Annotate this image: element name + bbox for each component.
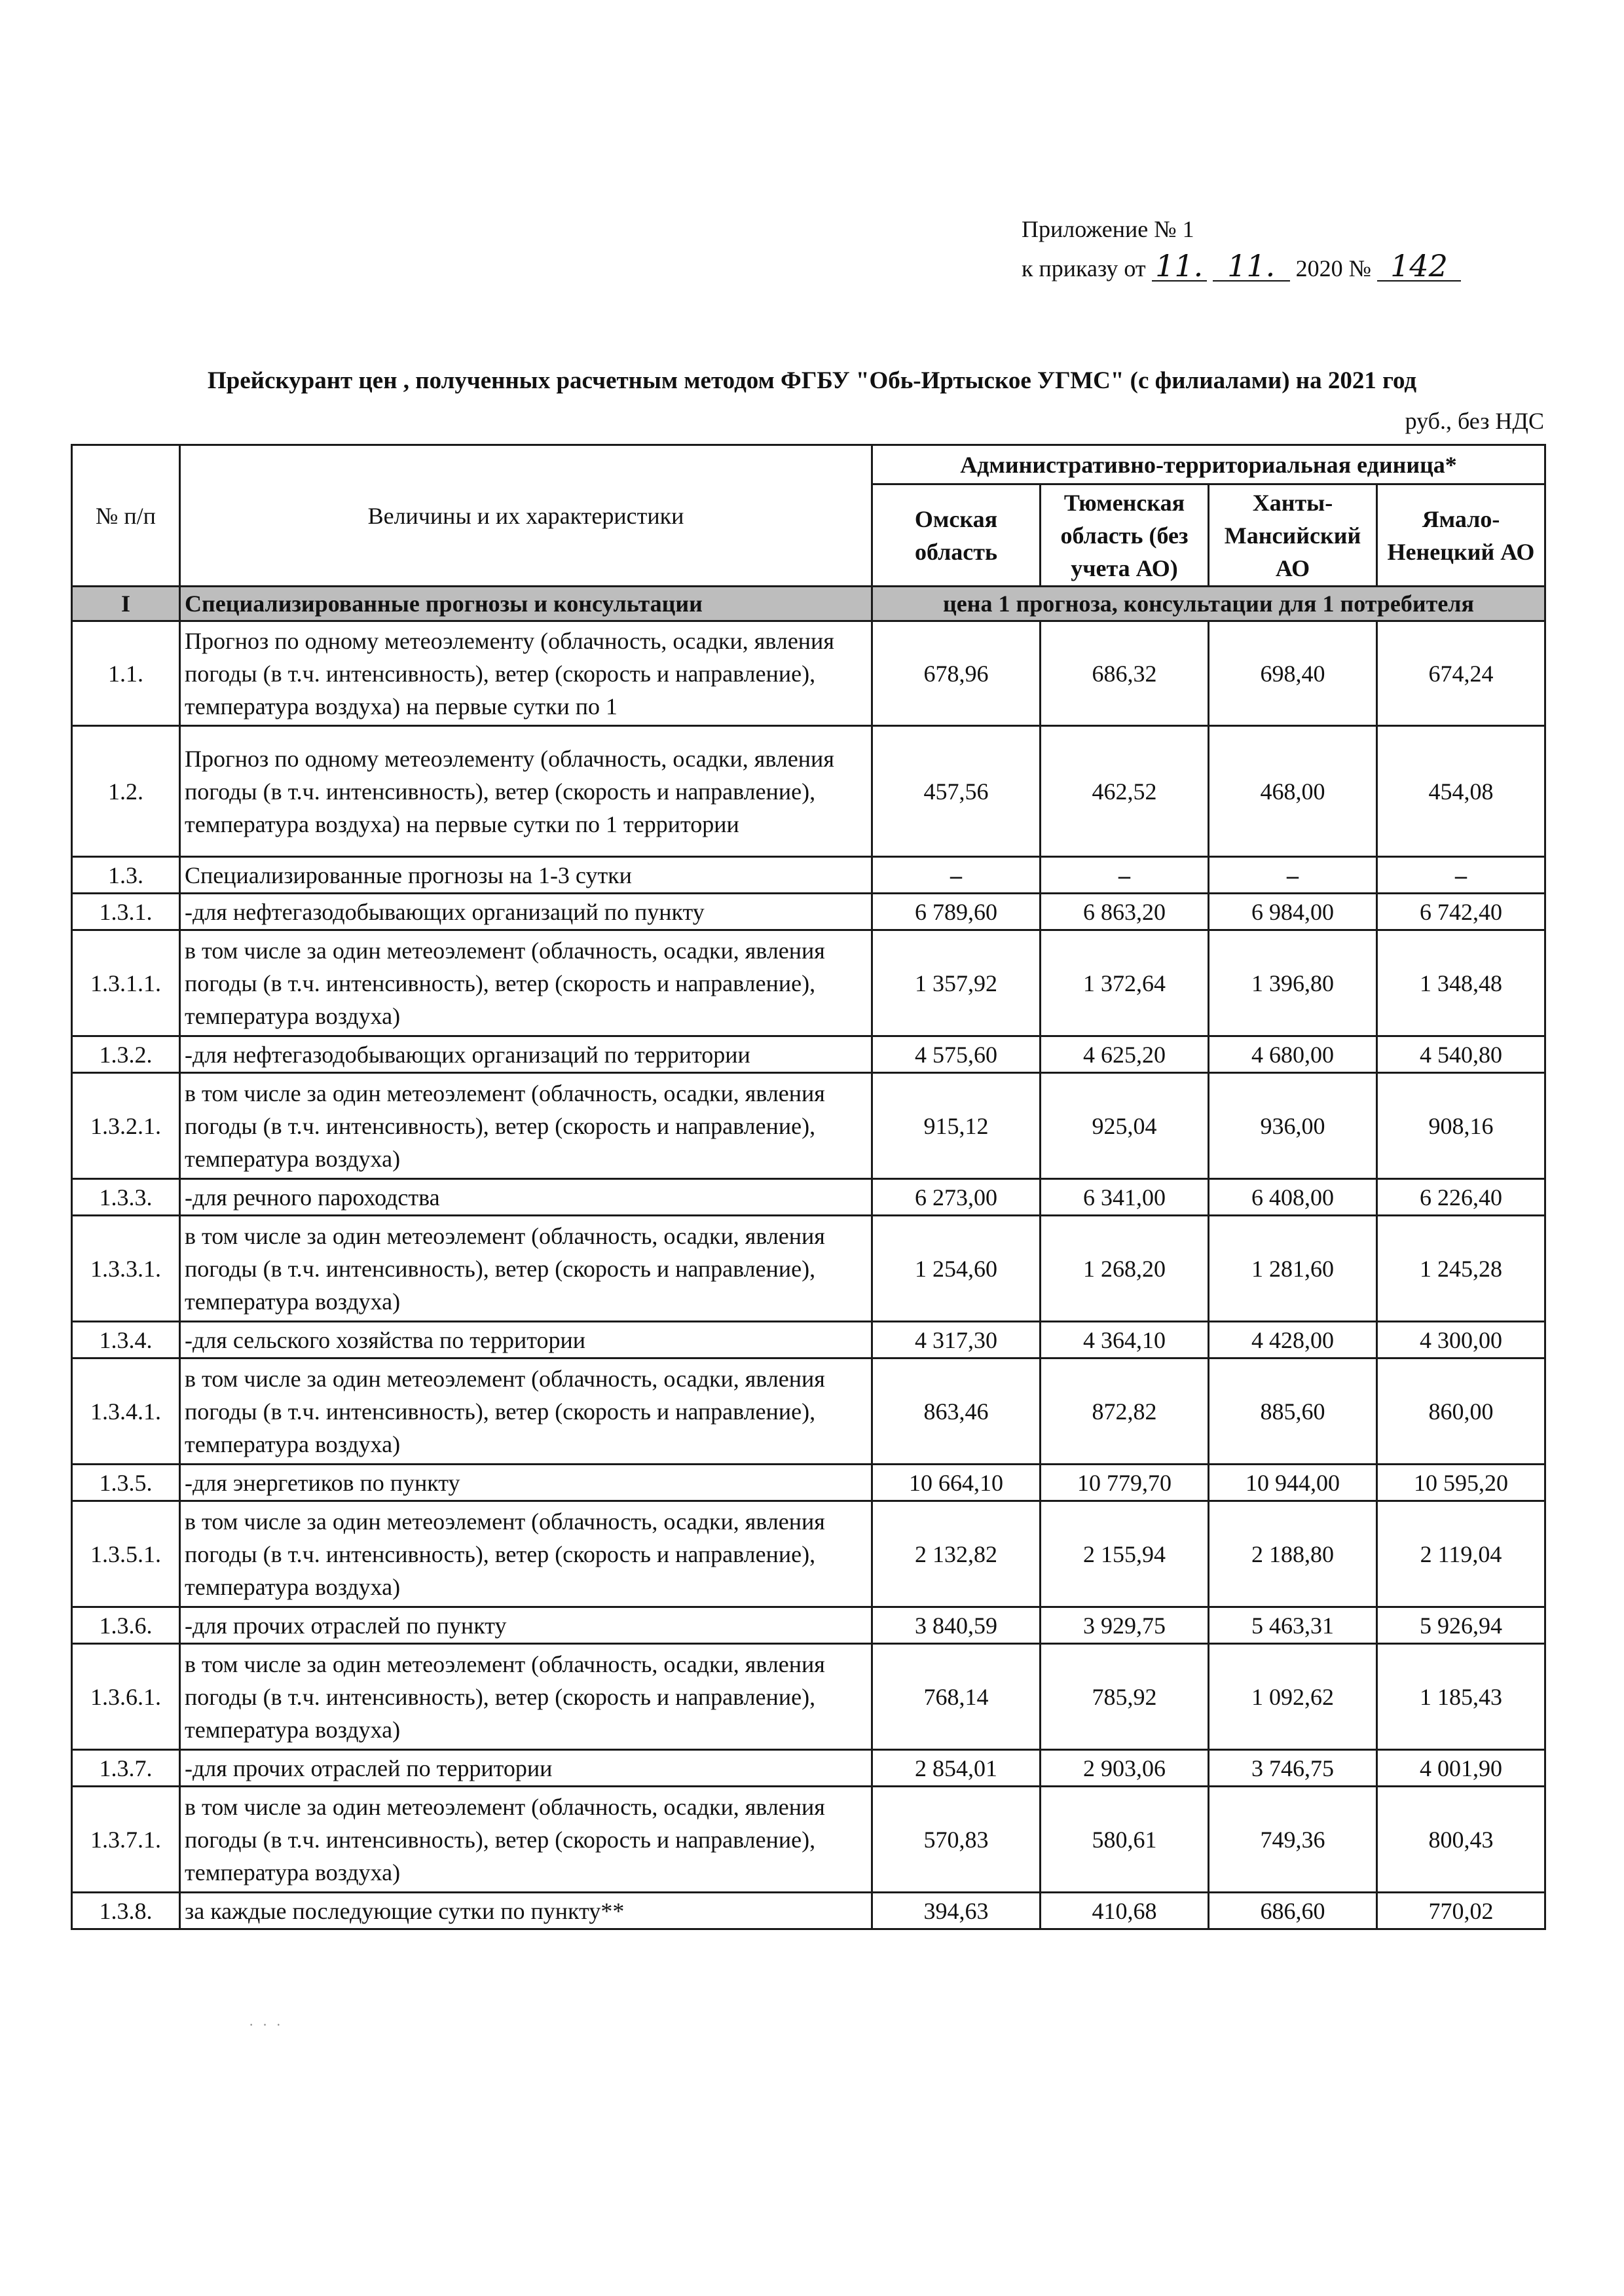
price-cell: 2 155,94 [1041, 1501, 1209, 1607]
header-region-khmao: Ханты-Мансийский АО [1209, 484, 1377, 587]
price-cell: 698,40 [1209, 621, 1377, 726]
row-number: 1.3.1.1. [72, 930, 180, 1036]
table-row [72, 1893, 1545, 1929]
table-row [72, 1322, 1545, 1358]
table-row [72, 726, 1545, 857]
price-cell: 2 188,80 [1209, 1501, 1377, 1607]
price-cell: 1 245,28 [1377, 1216, 1545, 1322]
row-number: 1.3.6.1. [72, 1644, 180, 1750]
row-description: в том числе за один метеоэлемент (облачность, осадки, явления погоды (в т.ч. интенсивность), ветер (скорость и направление), температура воздуха) [180, 930, 872, 1036]
header-num: № п/п [72, 445, 180, 587]
price-cell: 5 926,94 [1377, 1607, 1545, 1644]
price-cell: 863,46 [872, 1358, 1041, 1465]
price-cell: – [1209, 857, 1377, 894]
header-region-tyumen [1041, 484, 1209, 587]
price-cell: 2 119,04 [1377, 1501, 1545, 1607]
table-row [72, 1179, 1545, 1216]
price-cell: 1 357,92 [872, 930, 1041, 1036]
price-cell: 3 746,75 [1209, 1750, 1377, 1787]
row-number: 1.3.8. [72, 1893, 180, 1929]
order-number-handwritten: 142 [1377, 251, 1461, 282]
price-cell: 4 364,10 [1041, 1322, 1209, 1358]
row-description: -для нефтегазодобывающих организаций по пункту [180, 894, 872, 930]
table-row [72, 1216, 1545, 1322]
price-cell: 1 092,62 [1209, 1644, 1377, 1750]
order-year: 2020 № [1295, 255, 1372, 282]
row-description: -для прочих отраслей по пункту [180, 1607, 872, 1644]
price-cell: 925,04 [1041, 1073, 1209, 1179]
row-description: в том числе за один метеоэлемент (облачность, осадки, явления погоды (в т.ч. интенсивность), ветер (скорость и направление), температура воздуха) [180, 1216, 872, 1322]
row-description: в том числе за один метеоэлемент (облачность, осадки, явления погоды (в т.ч. интенсивность), ветер (скорость и направление), температура воздуха) [180, 1073, 872, 1179]
price-cell: 4 625,20 [1041, 1036, 1209, 1073]
row-description: в том числе за один метеоэлемент (облачность, осадки, явления погоды (в т.ч. интенсивность), ветер (скорость и направление), температура воздуха) [180, 1501, 872, 1607]
price-cell: 2 132,82 [872, 1501, 1041, 1607]
price-cell: 674,24 [1377, 621, 1545, 726]
price-cell: 936,00 [1209, 1073, 1377, 1179]
price-cell: 10 595,20 [1377, 1465, 1545, 1501]
table-row [72, 1036, 1545, 1073]
table-row [72, 930, 1545, 1036]
order-prefix: к приказу от [1022, 255, 1146, 282]
appendix-title: Приложение № 1 [1022, 216, 1194, 242]
row-description: -для сельского хозяйства по территории [180, 1322, 872, 1358]
price-cell: 454,08 [1377, 726, 1545, 857]
units-note: руб., без НДС [1405, 408, 1544, 434]
price-cell: 885,60 [1209, 1358, 1377, 1465]
header-description: Величины и их характеристики [180, 445, 872, 587]
table-row [72, 1501, 1545, 1607]
row-number: 1.3.5. [72, 1465, 180, 1501]
price-cell: 4 680,00 [1209, 1036, 1377, 1073]
section-row [72, 587, 1545, 621]
price-cell: 6 408,00 [1209, 1179, 1377, 1216]
price-cell: 1 185,43 [1377, 1644, 1545, 1750]
price-cell: 462,52 [1041, 726, 1209, 857]
order-day-handwritten: 11. [1152, 251, 1207, 282]
row-number: 1.3.3. [72, 1179, 180, 1216]
price-cell: 1 268,20 [1041, 1216, 1209, 1322]
row-number: 1.3.7. [72, 1750, 180, 1787]
row-description: -для речного пароходства [180, 1179, 872, 1216]
price-cell: – [1041, 857, 1209, 894]
price-cell: 4 317,30 [872, 1322, 1041, 1358]
row-description: -для энергетиков по пункту [180, 1465, 872, 1501]
price-cell: 6 226,40 [1377, 1179, 1545, 1216]
price-cell: 860,00 [1377, 1358, 1545, 1465]
price-cell: 686,32 [1041, 621, 1209, 726]
header-region-yanao: Ямало-Ненецкий АО [1377, 484, 1545, 587]
table-row [72, 1465, 1545, 1501]
price-cell: 580,61 [1041, 1787, 1209, 1893]
row-description: в том числе за один метеоэлемент (облачность, осадки, явления погоды (в т.ч. интенсивность), ветер (скорость и направление), температура воздуха) [180, 1358, 872, 1465]
section-subtitle: цена 1 прогноза, консультации для 1 потребителя [872, 587, 1545, 621]
price-cell: 3 840,59 [872, 1607, 1041, 1644]
price-cell: 394,63 [872, 1893, 1041, 1929]
row-number: 1.3.5.1. [72, 1501, 180, 1607]
price-cell: 686,60 [1209, 1893, 1377, 1929]
price-cell: 1 254,60 [872, 1216, 1041, 1322]
price-cell: – [1377, 857, 1545, 894]
order-reference [1022, 249, 1519, 288]
price-cell: 10 779,70 [1041, 1465, 1209, 1501]
price-cell: 2 854,01 [872, 1750, 1041, 1787]
table-row [72, 857, 1545, 894]
price-cell: 915,12 [872, 1073, 1041, 1179]
price-cell: 1 281,60 [1209, 1216, 1377, 1322]
row-number: 1.3. [72, 857, 180, 894]
appendix-block [1022, 210, 1519, 288]
price-cell: 2 903,06 [1041, 1750, 1209, 1787]
row-number: 1.3.6. [72, 1607, 180, 1644]
row-number: 1.3.2.1. [72, 1073, 180, 1179]
price-cell: 6 273,00 [872, 1179, 1041, 1216]
row-description: Специализированные прогнозы на 1-3 сутки [180, 857, 872, 894]
row-description: -для прочих отраслей по территории [180, 1750, 872, 1787]
table-row [72, 1750, 1545, 1787]
table-row [72, 1787, 1545, 1893]
price-cell: 800,43 [1377, 1787, 1545, 1893]
row-description: Прогноз по одному метеоэлементу (облачность, осадки, явления погоды (в т.ч. интенсивность), ветер (скорость и направление), температура воздуха) на первые сутки по 1 территории [180, 726, 872, 857]
scan-artifact: · · · [249, 2016, 284, 2033]
row-description: -для нефтегазодобывающих организаций по территории [180, 1036, 872, 1073]
row-number: 1.2. [72, 726, 180, 857]
price-cell: 6 742,40 [1377, 894, 1545, 930]
price-cell: 410,68 [1041, 1893, 1209, 1929]
price-cell: 770,02 [1377, 1893, 1545, 1929]
row-description: в том числе за один метеоэлемент (облачность, осадки, явления погоды (в т.ч. интенсивность), ветер (скорость и направление), температура воздуха) [180, 1644, 872, 1750]
price-table [71, 444, 1546, 1930]
row-number: 1.3.3.1. [72, 1216, 180, 1322]
price-cell: 6 863,20 [1041, 894, 1209, 930]
price-cell: – [872, 857, 1041, 894]
table-row [72, 1358, 1545, 1465]
price-cell: 1 396,80 [1209, 930, 1377, 1036]
price-cell: 468,00 [1209, 726, 1377, 857]
row-number: 1.1. [72, 621, 180, 726]
row-number: 1.3.7.1. [72, 1787, 180, 1893]
table-row [72, 1644, 1545, 1750]
price-cell: 785,92 [1041, 1644, 1209, 1750]
price-cell: 6 789,60 [872, 894, 1041, 930]
price-cell: 1 372,64 [1041, 930, 1209, 1036]
row-number: 1.3.4.1. [72, 1358, 180, 1465]
price-cell: 768,14 [872, 1644, 1041, 1750]
order-month-handwritten: 11. [1213, 251, 1290, 282]
price-cell: 872,82 [1041, 1358, 1209, 1465]
price-cell: 4 428,00 [1209, 1322, 1377, 1358]
table-row [72, 621, 1545, 726]
table-row [72, 1607, 1545, 1644]
price-cell: 678,96 [872, 621, 1041, 726]
row-number: 1.3.4. [72, 1322, 180, 1358]
section-num: I [72, 587, 180, 621]
price-cell: 4 001,90 [1377, 1750, 1545, 1787]
price-cell: 570,83 [872, 1787, 1041, 1893]
price-cell: 749,36 [1209, 1787, 1377, 1893]
row-number: 1.3.1. [72, 894, 180, 930]
price-cell: 3 929,75 [1041, 1607, 1209, 1644]
price-cell: 4 540,80 [1377, 1036, 1545, 1073]
row-description: за каждые последующие сутки по пункту** [180, 1893, 872, 1929]
row-description: в том числе за один метеоэлемент (облачность, осадки, явления погоды (в т.ч. интенсивность), ветер (скорость и направление), температура воздуха) [180, 1787, 872, 1893]
price-cell: 6 341,00 [1041, 1179, 1209, 1216]
price-cell: 10 944,00 [1209, 1465, 1377, 1501]
price-cell: 908,16 [1377, 1073, 1545, 1179]
price-cell: 6 984,00 [1209, 894, 1377, 930]
price-cell: 4 575,60 [872, 1036, 1041, 1073]
price-cell: 4 300,00 [1377, 1322, 1545, 1358]
table-row [72, 894, 1545, 930]
price-list-title: Прейскурант цен , полученных расчетным методом ФГБУ "Обь-Иртыское УГМС" (с филиалами) на 2021 год [207, 367, 1417, 394]
row-number: 1.3.2. [72, 1036, 180, 1073]
header-territorial-unit: Административно-территориальная единица* [872, 445, 1545, 484]
header-region-tyumen-label: Тюменская область (без учета АО) [1060, 489, 1189, 581]
price-cell: 1 348,48 [1377, 930, 1545, 1036]
price-cell: 457,56 [872, 726, 1041, 857]
price-cell: 5 463,31 [1209, 1607, 1377, 1644]
table-row [72, 1073, 1545, 1179]
row-description: Прогноз по одному метеоэлементу (облачность, осадки, явления погоды (в т.ч. интенсивность), ветер (скорость и направление), температура воздуха) на первые сутки по 1 [180, 621, 872, 726]
price-cell: 10 664,10 [872, 1465, 1041, 1501]
header-region-omsk: Омская область [872, 484, 1041, 587]
section-title: Специализированные прогнозы и консультации [180, 587, 872, 621]
